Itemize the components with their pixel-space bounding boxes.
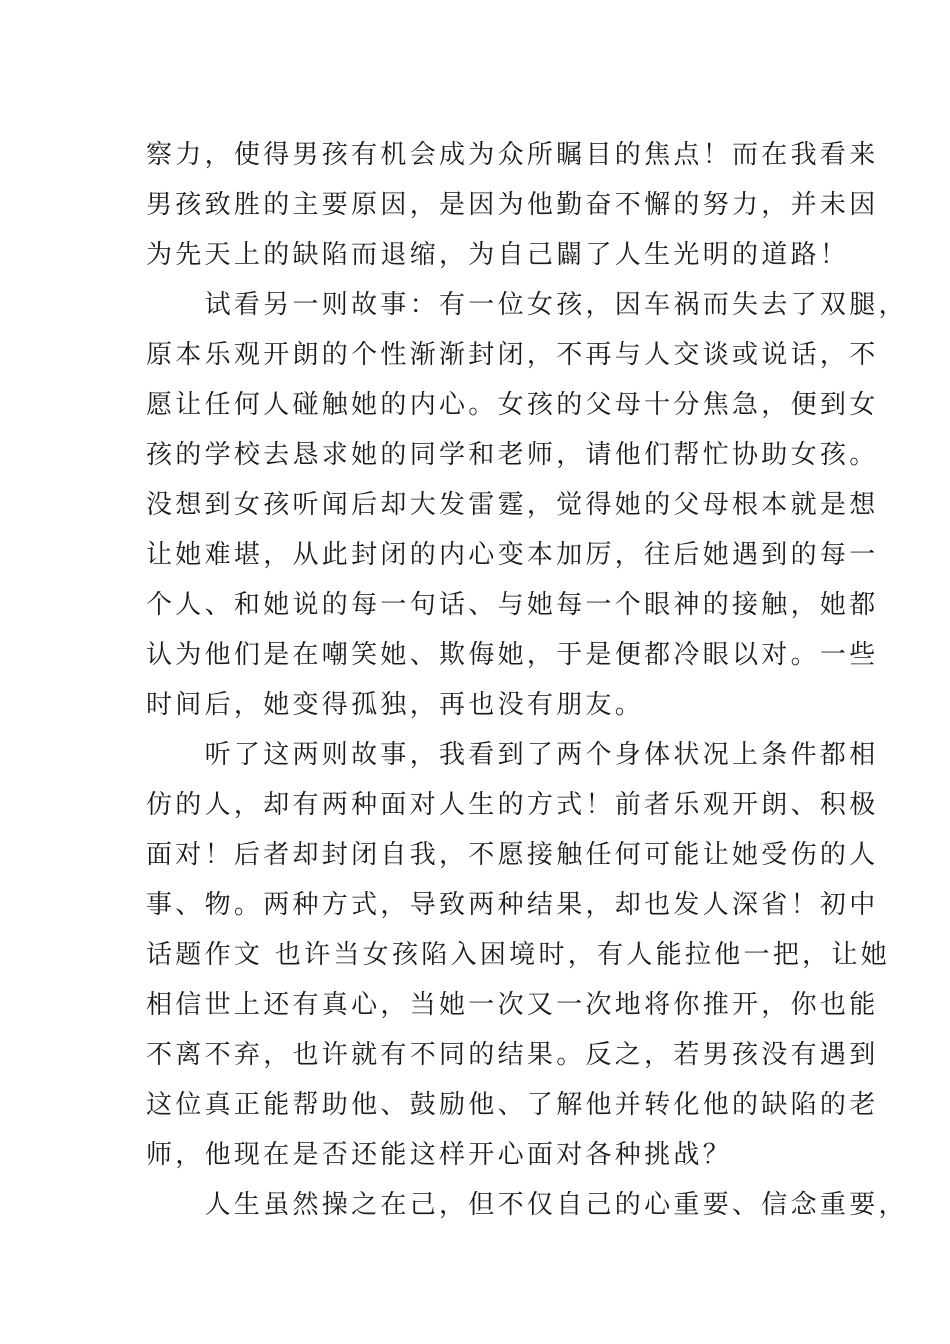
text-line: 没想到女孩听闻后却大发雷霆，觉得她的父母根本就是想 <box>146 490 879 520</box>
text-line: 时间后，她变得孤独，再也没有朋友。 <box>146 690 645 720</box>
text-line: 面对！后者却封闭自我，不愿接触任何可能让她受伤的人 <box>146 840 879 870</box>
text-line: 试看另一则故事：有一位女孩，因车祸而失去了双腿， <box>146 290 908 320</box>
paragraph-2 <box>146 280 908 730</box>
text-line: 男孩致胜的主要原因，是因为他勤奋不懈的努力，并未因 <box>146 190 879 220</box>
text-line: 仿的人，却有两种面对人生的方式！前者乐观开朗、积极 <box>146 790 879 820</box>
text-line: 个人、和她说的每一句话、与她每一个眼神的接触，她都 <box>146 590 879 620</box>
text-line: 原本乐观开朗的个性渐渐封闭，不再与人交谈或说话，不 <box>146 340 879 370</box>
text-line: 听了这两则故事，我看到了两个身体状况上条件都相 <box>146 740 879 770</box>
text-line: 不离不弃，也许就有不同的结果。反之，若男孩没有遇到 <box>146 1040 879 1070</box>
document-body <box>146 130 908 1230</box>
text-line: 愿让任何人碰触她的内心。女孩的父母十分焦急，便到女 <box>146 390 879 420</box>
text-line: 人生虽然操之在己，但不仅自己的心重要、信念重要， <box>146 1190 908 1220</box>
text-line: 相信世上还有真心，当她一次又一次地将你推开，你也能 <box>146 990 879 1020</box>
text-line: 为先天上的缺陷而退缩，为自己闢了人生光明的道路！ <box>146 240 850 270</box>
text-line: 让她难堪，从此封闭的内心变本加厉，往后她遇到的每一 <box>146 540 879 570</box>
text-line: 这位真正能帮助他、鼓励他、了解他并转化他的缺陷的老 <box>146 1090 879 1120</box>
text-line: 认为他们是在嘲笑她、欺侮她，于是便都冷眼以对。一些 <box>146 640 879 670</box>
text-line: 事、物。两种方式，导致两种结果，却也发人深省！初中 <box>146 890 879 920</box>
text-line: 话题作文 也许当女孩陷入困境时，有人能拉他一把，让她 <box>146 940 891 970</box>
paragraph-3 <box>146 730 891 1180</box>
text-line: 察力，使得男孩有机会成为众所瞩目的焦点！而在我看来 <box>146 140 879 170</box>
paragraph-4 <box>146 1180 908 1230</box>
paragraph-1 <box>146 130 879 280</box>
text-line: 师，他现在是否还能这样开心面对各种挑战？ <box>146 1140 733 1170</box>
text-line: 孩的学校去恳求她的同学和老师，请他们帮忙协助女孩。 <box>146 440 879 470</box>
